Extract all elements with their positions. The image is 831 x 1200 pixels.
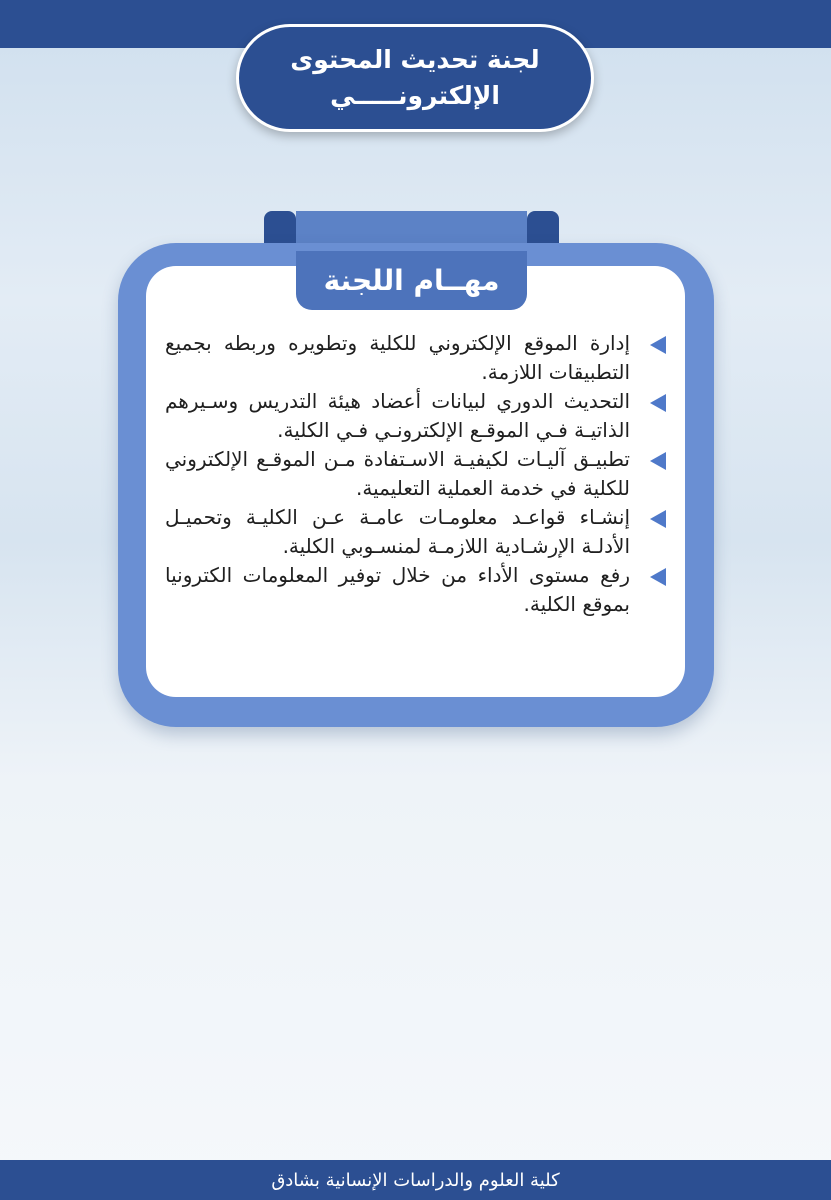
task-item-5 [165, 561, 670, 619]
title-pill [236, 24, 594, 132]
task-item-4 [165, 503, 670, 561]
task-text: إنشـاء قواعـد معلومـات عامـة عـن الكليـة وتحميـل الأدلـة الإرشـادية اللازمـة لمنسـوبي الكلية. [165, 505, 630, 558]
title-line-2: الإلكترونـــــي [330, 81, 500, 110]
footer-bar [0, 1160, 831, 1200]
tasks-heading: مهــام اللجنة [296, 251, 527, 310]
triangle-bullet-icon [650, 336, 666, 354]
task-text: رفع مستوى الأداء من خلال توفير المعلومات الكترونيا بموقع الكلية. [165, 563, 630, 616]
triangle-bullet-icon [650, 394, 666, 412]
task-text: تطبيـق آليـات لكيفيـة الاسـتفادة مـن الموقـع الإلكتروني للكلية في خدمة العملية التعليمية. [165, 447, 630, 500]
triangle-bullet-icon [650, 452, 666, 470]
triangle-bullet-icon [650, 510, 666, 528]
tasks-list [165, 329, 670, 619]
triangle-bullet-icon [650, 568, 666, 586]
task-item-3 [165, 445, 670, 503]
task-text: التحديث الدوري لبيانات أعضاد هيئة التدريس وسـيرهم الذاتيـة فـي الموقـع الإلكترونـي فـي الكلية. [165, 389, 630, 442]
footer-text: كلية العلوم والدراسات الإنسانية بشادق [271, 1169, 560, 1191]
task-item-2 [165, 387, 670, 445]
title-line-1: لجنة تحديث المحتوى [290, 45, 540, 74]
task-text: إدارة الموقع الإلكتروني للكلية وتطويره وربطه بجميع التطبيقات اللازمة. [165, 331, 630, 384]
task-item-1 [165, 329, 670, 387]
